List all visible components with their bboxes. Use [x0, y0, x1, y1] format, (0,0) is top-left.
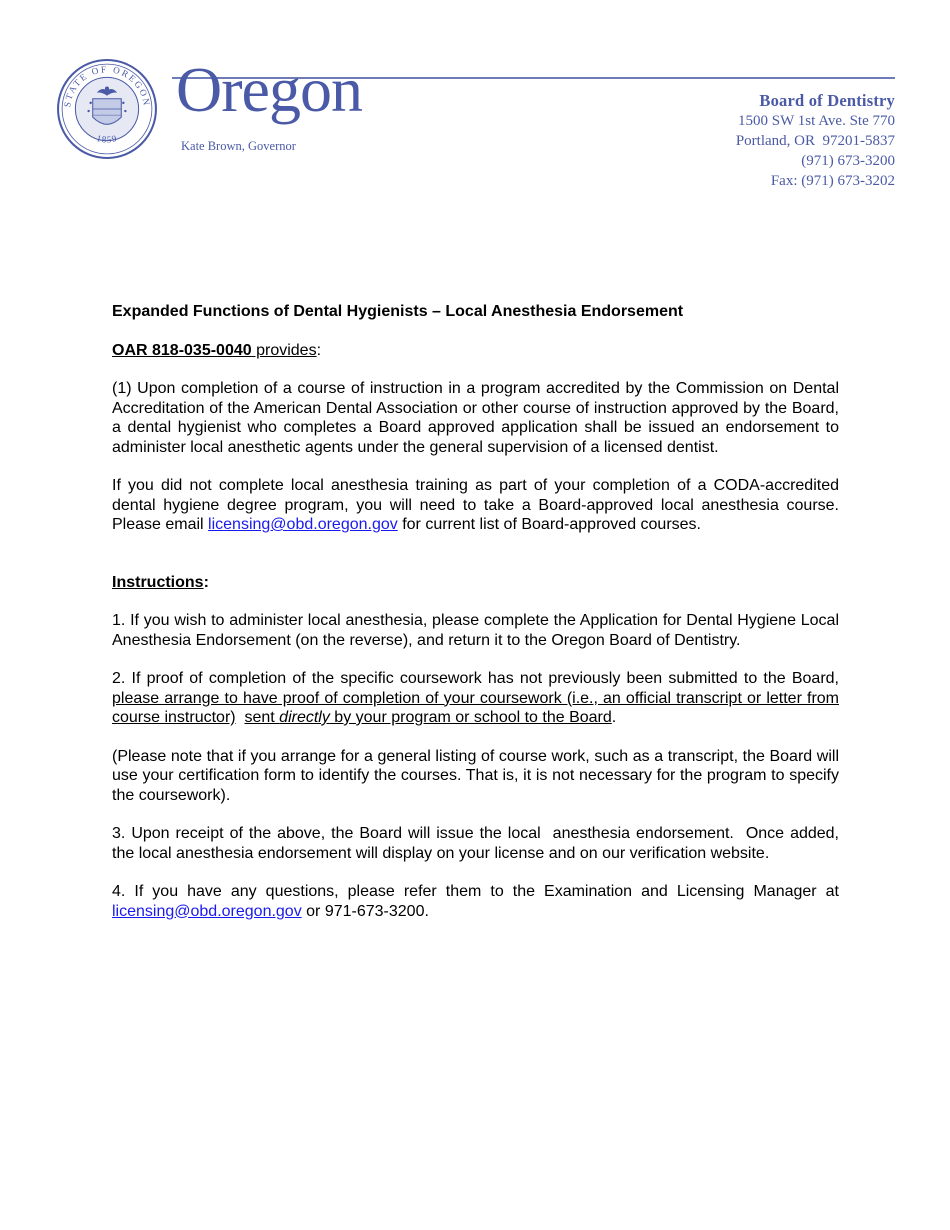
- rule-paragraph-1: (1) Upon completion of a course of instruction in a program accredited by the Commission on Dental Accreditation of the American Dental Association or other course of instruction approved by the Board, a dental hygienist who completes a Board approved application shall be issued an endorsement to administer local anesthetic agents under the general supervision of a licensed dentist.: [112, 380, 839, 456]
- seal-ring-text: STATE OF OREGON: [62, 64, 152, 108]
- item4-text-before: 4. If you have any questions, please refer them to the Examination and Licensing Manager at: [112, 883, 839, 900]
- item2-underlined-1: please arrange to have proof of completion of your coursework (i.e., an official transcript or letter from course instructor): [112, 689, 839, 726]
- rule-colon: :: [316, 341, 322, 359]
- coda-paragraph: [112, 476, 839, 535]
- rule-provides: provides: [251, 341, 317, 359]
- instructions-heading: [112, 573, 839, 593]
- coursework-note: (Please note that if you arrange for a general listing of course work, such as a transcript, the Board will use your certification form to identify the courses. That is, it is not necessary for the program to specify the coursework).: [112, 747, 839, 804]
- coda-text-before: If you did not complete local anesthesia training as part of your completion of a CODA-accredited dental hygiene degree program, you will need to take a Board-approved local anesthesia course. Please email: [112, 477, 839, 533]
- phone-number: (971) 673-3200: [801, 153, 895, 169]
- governor-name: Kate Brown, Governor: [181, 139, 296, 153]
- instruction-item-3: 3. Upon receipt of the above, the Board will issue the local anesthesia endorsement. Once added, the local anesthesia endorsement will display on your license and on our verification website.: [112, 825, 844, 862]
- item2-underlined-2b: by your program or school to the Board: [329, 709, 612, 726]
- svg-text:1859: [95, 133, 118, 145]
- seal-year: 1859: [95, 132, 119, 145]
- board-address-block: [736, 91, 895, 191]
- fax-number: Fax: (971) 673-3202: [770, 173, 895, 189]
- item2-underlined-2a: sent: [244, 709, 280, 726]
- document-title: Expanded Functions of Dental Hygienists – Local Anesthesia Endorsement: [112, 303, 684, 320]
- instruction-item-2: [112, 669, 839, 728]
- item2-end: .: [611, 709, 617, 726]
- address-line-1: 1500 SW 1st Ave. Ste 770: [738, 113, 895, 129]
- instruction-item-1: 1. If you wish to administer local anesthesia, please complete the Application for Dental Hygiene Local Anesthesia Endorsement (on the reverse), and return it to the Oregon Board of Dentistry.: [112, 612, 839, 649]
- item4-text-after: or 971-673-3200.: [301, 902, 429, 920]
- item2-text-before: 2. If proof of completion of the specific coursework has not previously been submitted to the Board,: [112, 670, 839, 687]
- state-seal-logo: [56, 58, 158, 160]
- oregon-wordmark: Oregon: [176, 54, 362, 125]
- document-body: [112, 302, 844, 921]
- coda-text-after: for current list of Board-approved courses.: [397, 516, 701, 533]
- instructions-heading-text: Instructions: [112, 573, 204, 591]
- item2-directly: directly: [279, 709, 330, 726]
- instructions-colon: :: [203, 573, 209, 591]
- rule-reference: [112, 341, 839, 361]
- item4-email-link[interactable]: licensing@obd.oregon.gov: [112, 902, 302, 920]
- licensing-email-link[interactable]: licensing@obd.oregon.gov: [208, 516, 398, 533]
- address-line-2: Portland, OR 97201-5837: [735, 133, 895, 149]
- instruction-item-4: [112, 882, 839, 921]
- board-name: Board of Dentistry: [759, 91, 895, 110]
- rule-number: OAR 818-035-0040: [112, 341, 252, 359]
